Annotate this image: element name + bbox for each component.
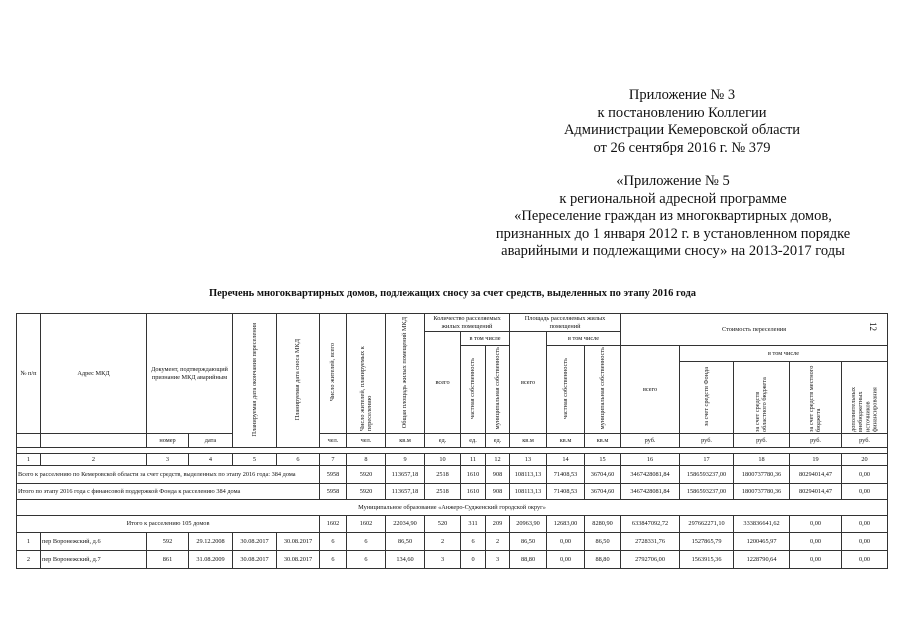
table-cell: 3 bbox=[425, 551, 461, 569]
units-cell: чел. bbox=[347, 434, 386, 448]
table-cell: 134,60 bbox=[386, 551, 425, 569]
units-cell: руб. bbox=[680, 434, 734, 448]
header-cell: Количество расселяемых жилых помещений bbox=[425, 314, 510, 332]
header-text: частная собственность bbox=[469, 357, 477, 419]
table-cell: 5920 bbox=[347, 484, 386, 500]
table-cell: 3467428081,84 bbox=[621, 466, 680, 484]
table-cell: 520 bbox=[425, 516, 461, 533]
units-cell: ед. bbox=[425, 434, 461, 448]
table-cell: 30.08.2017 bbox=[277, 533, 320, 551]
header-cell bbox=[842, 362, 888, 434]
header-line: Приложение № 3 bbox=[628, 87, 736, 103]
header-line: Администрации Кемеровской области bbox=[563, 122, 801, 138]
header-line: «Переселение граждан из многоквартирных домов, bbox=[514, 208, 832, 224]
table-cell: 3 bbox=[486, 551, 510, 569]
address-cell: пер Воронежский, д.7 bbox=[41, 551, 147, 569]
header-cell bbox=[734, 362, 790, 434]
column-number: 16 bbox=[621, 454, 680, 466]
header-text: за счет средств Фонда bbox=[702, 366, 710, 427]
header-line: аварийными и подлежащими сносу» на 2013-2017 годы bbox=[501, 243, 845, 259]
table-cell: 80294014,47 bbox=[790, 466, 842, 484]
municipality-total-label: Итого к расселению 105 домов bbox=[17, 516, 320, 533]
units-cell: руб. bbox=[842, 434, 888, 448]
header-cell: Адрес МКД bbox=[41, 314, 147, 434]
column-number: 9 bbox=[386, 454, 425, 466]
header-cell: в том числе bbox=[680, 346, 888, 362]
table-row bbox=[17, 533, 888, 551]
table-cell: 2792706,00 bbox=[621, 551, 680, 569]
header-row-1 bbox=[17, 314, 888, 332]
header-text: муниципальная собственность bbox=[493, 347, 501, 430]
header-cell bbox=[547, 346, 585, 434]
units-cell: кв.м bbox=[585, 434, 621, 448]
table-cell: 108113,13 bbox=[510, 466, 547, 484]
table-cell: 108113,13 bbox=[510, 484, 547, 500]
municipality-row bbox=[17, 500, 888, 516]
table-cell: 86,50 bbox=[585, 533, 621, 551]
column-number: 3 bbox=[147, 454, 189, 466]
header-text: за счет средств местного бюджета bbox=[808, 365, 823, 432]
column-number: 8 bbox=[347, 454, 386, 466]
table-cell: 6 bbox=[320, 551, 347, 569]
table-cell: 1610 bbox=[461, 466, 486, 484]
table-cell: 86,50 bbox=[510, 533, 547, 551]
table-cell: 1563915,36 bbox=[680, 551, 734, 569]
header-line: от 26 сентября 2016 г. № 379 bbox=[593, 139, 771, 156]
header-cell: всего bbox=[425, 332, 461, 434]
header-cell bbox=[461, 346, 486, 434]
table-cell: 3467428081,84 bbox=[621, 484, 680, 500]
table-cell: 31.08.2009 bbox=[189, 551, 233, 569]
column-number: 19 bbox=[790, 454, 842, 466]
header-cell bbox=[147, 314, 233, 434]
header-text: частная собственность bbox=[561, 357, 569, 419]
table-cell: 30.08.2017 bbox=[277, 551, 320, 569]
header-text: Число жителей, всего bbox=[329, 343, 337, 402]
column-number: 1 bbox=[17, 454, 41, 466]
column-number: 5 bbox=[233, 454, 277, 466]
table-cell: 0,00 bbox=[842, 484, 888, 500]
table-cell: 12683,00 bbox=[547, 516, 585, 533]
units-cell: дата bbox=[189, 434, 233, 448]
table-cell: 1586593237,00 bbox=[680, 484, 734, 500]
header-line: «Приложение № 5 bbox=[616, 173, 730, 189]
units-cell bbox=[17, 434, 41, 448]
column-number: 14 bbox=[547, 454, 585, 466]
units-row bbox=[17, 434, 888, 448]
document-title: Перечень многоквартирных домов, подлежащих сносу за счет средств, выделенных по этапу 2016 года bbox=[208, 288, 697, 299]
municipality-name: Муниципальное образование «Анжеро-Судженский городской округ» bbox=[17, 500, 888, 516]
total-row-label: Всего к расселению по Кемеровской области за счет средств, выделенных по этапу 2016 года: 384 дома bbox=[17, 466, 320, 484]
table-cell: 5958 bbox=[320, 466, 347, 484]
header-text: муниципальная собственность bbox=[598, 347, 606, 430]
row-number: 1 bbox=[17, 533, 41, 551]
header-cell bbox=[347, 314, 386, 434]
header-text: за счет средств областного бюджета bbox=[754, 377, 769, 432]
table-cell: 113657,18 bbox=[386, 466, 425, 484]
table-cell: 333836641,62 bbox=[734, 516, 790, 533]
table-cell: 6 bbox=[347, 533, 386, 551]
table-cell: 1602 bbox=[347, 516, 386, 533]
table-cell: 0,00 bbox=[547, 533, 585, 551]
column-number: 4 bbox=[189, 454, 233, 466]
table-cell: 5958 bbox=[320, 484, 347, 500]
units-cell: ед. bbox=[461, 434, 486, 448]
table-cell: 8280,90 bbox=[585, 516, 621, 533]
table-cell: 2518 bbox=[425, 484, 461, 500]
table-cell: 592 bbox=[147, 533, 189, 551]
table-cell: 1200465,97 bbox=[734, 533, 790, 551]
table-cell: 88,80 bbox=[585, 551, 621, 569]
table-cell: 2 bbox=[486, 533, 510, 551]
table-cell: 29.12.2008 bbox=[189, 533, 233, 551]
table-cell: 2728331,76 bbox=[621, 533, 680, 551]
table-cell: 88,80 bbox=[510, 551, 547, 569]
column-number: 15 bbox=[585, 454, 621, 466]
table-cell: 311 bbox=[461, 516, 486, 533]
header-cell bbox=[680, 362, 734, 434]
header-cell: всего bbox=[621, 346, 680, 434]
page-number: 12 bbox=[868, 322, 878, 331]
table-cell: 297662271,10 bbox=[680, 516, 734, 533]
table-cell: 36704,60 bbox=[585, 466, 621, 484]
header-cell bbox=[277, 314, 320, 448]
column-number: 13 bbox=[510, 454, 547, 466]
header-cell: в том числе bbox=[547, 332, 621, 346]
column-number: 20 bbox=[842, 454, 888, 466]
units-cell: руб. bbox=[621, 434, 680, 448]
column-number: 10 bbox=[425, 454, 461, 466]
column-number: 7 bbox=[320, 454, 347, 466]
table-row bbox=[17, 516, 888, 533]
header-line: к постановлению Коллегии bbox=[597, 104, 767, 121]
header-cell bbox=[585, 346, 621, 434]
units-cell bbox=[41, 434, 147, 448]
header-cell bbox=[386, 314, 425, 434]
header-cell: Стоимость переселения bbox=[621, 314, 888, 346]
units-cell: руб. bbox=[734, 434, 790, 448]
table-cell: 0,00 bbox=[842, 551, 888, 569]
units-cell: чел. bbox=[320, 434, 347, 448]
table-cell: 6 bbox=[347, 551, 386, 569]
table-cell: 908 bbox=[486, 466, 510, 484]
header-cell: № п/п bbox=[17, 314, 41, 434]
table-cell: 6 bbox=[461, 533, 486, 551]
total-row-label: Итого по этапу 2016 года с финансовой поддержкой Фонда к расселению 384 дома bbox=[17, 484, 320, 500]
table-cell: 2 bbox=[425, 533, 461, 551]
table-cell: 0,00 bbox=[790, 551, 842, 569]
appendix-3-header bbox=[552, 87, 812, 157]
header-line: признанных до 1 января 2012 г. в установленном порядке bbox=[495, 225, 851, 242]
houses-table bbox=[16, 313, 888, 569]
table-cell: 0,00 bbox=[790, 533, 842, 551]
table-cell: 1800737780,36 bbox=[734, 484, 790, 500]
header-line: к региональной адресной программе bbox=[559, 190, 787, 207]
column-number: 18 bbox=[734, 454, 790, 466]
table-cell: 30.08.2017 bbox=[233, 533, 277, 551]
table-cell: 1800737780,36 bbox=[734, 466, 790, 484]
table-cell: 0,00 bbox=[842, 516, 888, 533]
header-text: Планируемая дата сноса МКД bbox=[294, 338, 302, 420]
header-text: Число жителей, планируемых к переселению bbox=[358, 346, 373, 432]
table-cell: 71408,53 bbox=[547, 484, 585, 500]
table-cell: 0,00 bbox=[842, 466, 888, 484]
header-text: Планируемая дата окончания переселения bbox=[250, 322, 258, 437]
units-cell: номер bbox=[147, 434, 189, 448]
units-cell: руб. bbox=[790, 434, 842, 448]
table-row bbox=[17, 484, 888, 500]
table-cell: 113657,18 bbox=[386, 484, 425, 500]
table-cell: 30.08.2017 bbox=[233, 551, 277, 569]
units-cell: ед. bbox=[486, 434, 510, 448]
header-text: Документ, подтверждающий признание МКД аварийным bbox=[151, 366, 228, 381]
table-cell: 5920 bbox=[347, 466, 386, 484]
header-cell: всего bbox=[510, 332, 547, 434]
column-number: 6 bbox=[277, 454, 320, 466]
table-cell: 209 bbox=[486, 516, 510, 533]
header-cell: Площадь расселяемых жилых помещений bbox=[510, 314, 621, 332]
table-row bbox=[17, 466, 888, 484]
table-cell: 86,50 bbox=[386, 533, 425, 551]
header-text: дополнительных внебюджетных источников финансирования bbox=[850, 386, 879, 432]
units-cell: кв.м bbox=[386, 434, 425, 448]
column-number: 12 bbox=[486, 454, 510, 466]
column-number: 2 bbox=[41, 454, 147, 466]
table-cell: 633847092,72 bbox=[621, 516, 680, 533]
column-number: 11 bbox=[461, 454, 486, 466]
address-cell: пер Воронежский, д.6 bbox=[41, 533, 147, 551]
table-cell: 0,00 bbox=[547, 551, 585, 569]
table-cell: 0,00 bbox=[790, 516, 842, 533]
appendix-5-header bbox=[493, 173, 853, 261]
table-cell: 0 bbox=[461, 551, 486, 569]
table-cell: 22034,90 bbox=[386, 516, 425, 533]
table-cell: 80294014,47 bbox=[790, 484, 842, 500]
table-cell: 908 bbox=[486, 484, 510, 500]
header-cell bbox=[790, 362, 842, 434]
table-cell: 1527865,79 bbox=[680, 533, 734, 551]
header-cell: в том числе bbox=[461, 332, 510, 346]
table-cell: 36704,60 bbox=[585, 484, 621, 500]
units-cell: кв.м bbox=[510, 434, 547, 448]
table-cell: 1586593237,00 bbox=[680, 466, 734, 484]
table-cell: 6 bbox=[320, 533, 347, 551]
row-number: 2 bbox=[17, 551, 41, 569]
units-cell: кв.м bbox=[547, 434, 585, 448]
header-cell bbox=[320, 314, 347, 434]
table-cell: 1228790,64 bbox=[734, 551, 790, 569]
column-number: 17 bbox=[680, 454, 734, 466]
table-cell: 2518 bbox=[425, 466, 461, 484]
table-cell: 0,00 bbox=[842, 533, 888, 551]
table-cell: 20963,90 bbox=[510, 516, 547, 533]
table-cell: 1602 bbox=[320, 516, 347, 533]
column-numbers-row bbox=[17, 454, 888, 466]
table-cell: 71408,53 bbox=[547, 466, 585, 484]
table-row bbox=[17, 551, 888, 569]
header-text: Общая площадь жилых помещений МКД bbox=[401, 316, 409, 429]
header-cell bbox=[486, 346, 510, 434]
header-cell bbox=[233, 314, 277, 448]
table-cell: 1610 bbox=[461, 484, 486, 500]
table-cell: 861 bbox=[147, 551, 189, 569]
